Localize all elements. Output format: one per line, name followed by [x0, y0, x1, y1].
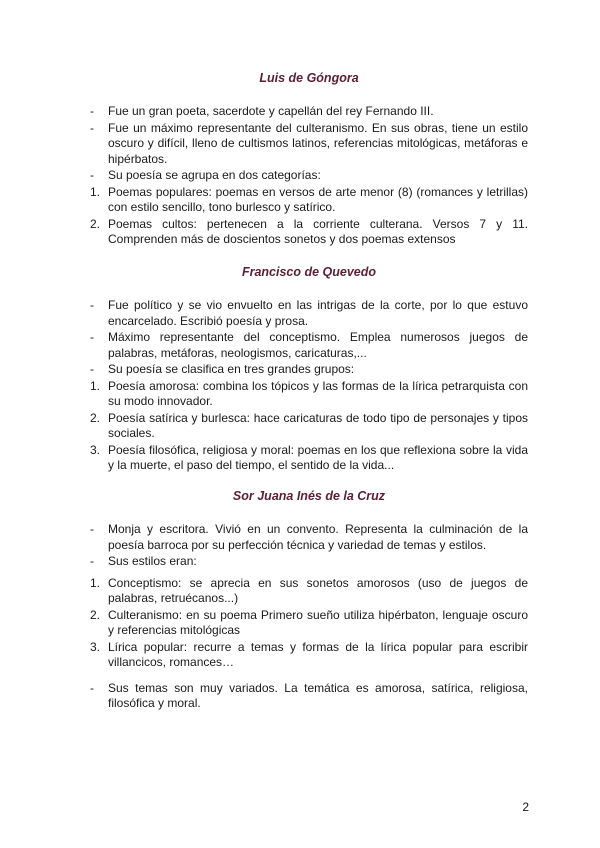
list-item-text: Máximo representante del conceptismo. Emplea numerosos juegos de palabras, metáforas, neologismos, caricaturas,... — [108, 330, 528, 360]
item-list — [90, 522, 528, 712]
list-marker: - — [90, 330, 94, 344]
list-marker: 2. — [90, 216, 101, 231]
list-item-text: Lírica popular: recurre a temas y formas de la lírica popular para escribir villancicos, romances… — [108, 639, 528, 669]
list-item-text: Sus temas son muy variados. La temática es amorosa, satírica, religiosa, filosófica y moral. — [108, 680, 528, 710]
list-marker: 2. — [90, 410, 101, 425]
list-item-text: Fue un máximo representante del culteranismo. En sus obras, tiene un estilo oscuro y difícil, lleno de cultismos latinos, referencias mitológicas, metáforas e hipérbatos. — [108, 120, 528, 166]
list-item — [90, 681, 528, 712]
list-marker: - — [90, 522, 94, 536]
section-title: Luis de Góngora — [259, 71, 359, 85]
list-marker: - — [90, 680, 94, 695]
list-item-text: Fue un gran poeta, sacerdote y capellán del rey Fernando III. — [108, 104, 434, 118]
list-item-text: Sus estilos eran: — [108, 554, 197, 568]
list-item-text: Conceptismo: se aprecia en sus sonetos amorosos (uso de juegos de palabras, retruécanos...) — [108, 575, 528, 605]
list-item-text: Su poesía se clasifica en tres grandes grupos: — [108, 362, 355, 376]
section-gongora — [90, 70, 528, 248]
list-marker: - — [90, 554, 94, 568]
list-item-text: Fue político y se vio envuelto en las intrigas de la corte, por lo que estuvo encarcelado. Escribió poesía y prosa. — [108, 298, 528, 328]
list-item — [90, 411, 528, 442]
list-item — [90, 362, 528, 378]
list-marker: 3. — [90, 442, 101, 457]
list-marker: 1. — [90, 575, 101, 590]
list-item — [90, 168, 528, 184]
list-item — [90, 379, 528, 410]
list-item — [90, 298, 528, 329]
list-marker: 1. — [90, 378, 101, 393]
list-item — [90, 522, 528, 553]
list-item — [90, 185, 528, 216]
section-title: Francisco de Quevedo — [241, 265, 377, 279]
list-marker: - — [90, 168, 94, 182]
list-item-text: Poesía filosófica, religiosa y moral: poemas en los que reflexiona sobre la vida y la muerte, el paso del tiempo, el sentido de la vida... — [108, 442, 528, 472]
list-item-text: Poesía amorosa: combina los tópicos y las formas de la lírica petrarquista con su modo innovador. — [108, 378, 528, 408]
list-item — [90, 443, 528, 474]
list-item-text: Poesía satírica y burlesca: hace caricaturas de todo tipo de personajes y tipos sociales. — [108, 410, 528, 440]
list-item-text: Su poesía se agrupa en dos categorías: — [108, 168, 321, 182]
list-item — [90, 121, 528, 168]
list-marker: - — [90, 104, 94, 118]
list-item-text: Poemas cultos: pertenecen a la corriente culterana. Versos 7 y 11. Comprenden más de doscientos sonetos y dos poemas extensos — [108, 216, 528, 246]
page-number: 2 — [522, 800, 529, 814]
item-list — [90, 104, 528, 248]
list-item — [90, 640, 528, 671]
list-marker: 2. — [90, 607, 101, 622]
list-marker: - — [90, 298, 94, 312]
list-item-text: Monja y escritora. Vivió en un convento. Representa la culminación de la poesía barroca por su perfección técnica y variedad de temas y estilos. — [108, 522, 528, 552]
list-item-text: Poemas populares: poemas en versos de arte menor (8) (romances y letrillas) con estilo sencillo, tono burlesco y satírico. — [108, 184, 528, 214]
list-item — [90, 554, 528, 570]
list-marker: - — [90, 362, 94, 376]
list-item-text: Culteranismo: en su poema Primero sueño utiliza hipérbaton, lenguaje oscuro y referencias mitológicas — [108, 607, 528, 637]
list-item — [90, 217, 528, 248]
section-quevedo — [90, 264, 528, 474]
section-sor-juana — [90, 488, 528, 712]
list-marker: 3. — [90, 639, 101, 654]
section-title: Sor Juana Inés de la Cruz — [232, 489, 386, 503]
list-item — [90, 576, 528, 607]
list-item — [90, 330, 528, 361]
list-item — [90, 608, 528, 639]
list-marker: - — [90, 120, 94, 135]
item-list — [90, 298, 528, 474]
list-marker: 1. — [90, 184, 101, 199]
list-item — [90, 104, 528, 120]
